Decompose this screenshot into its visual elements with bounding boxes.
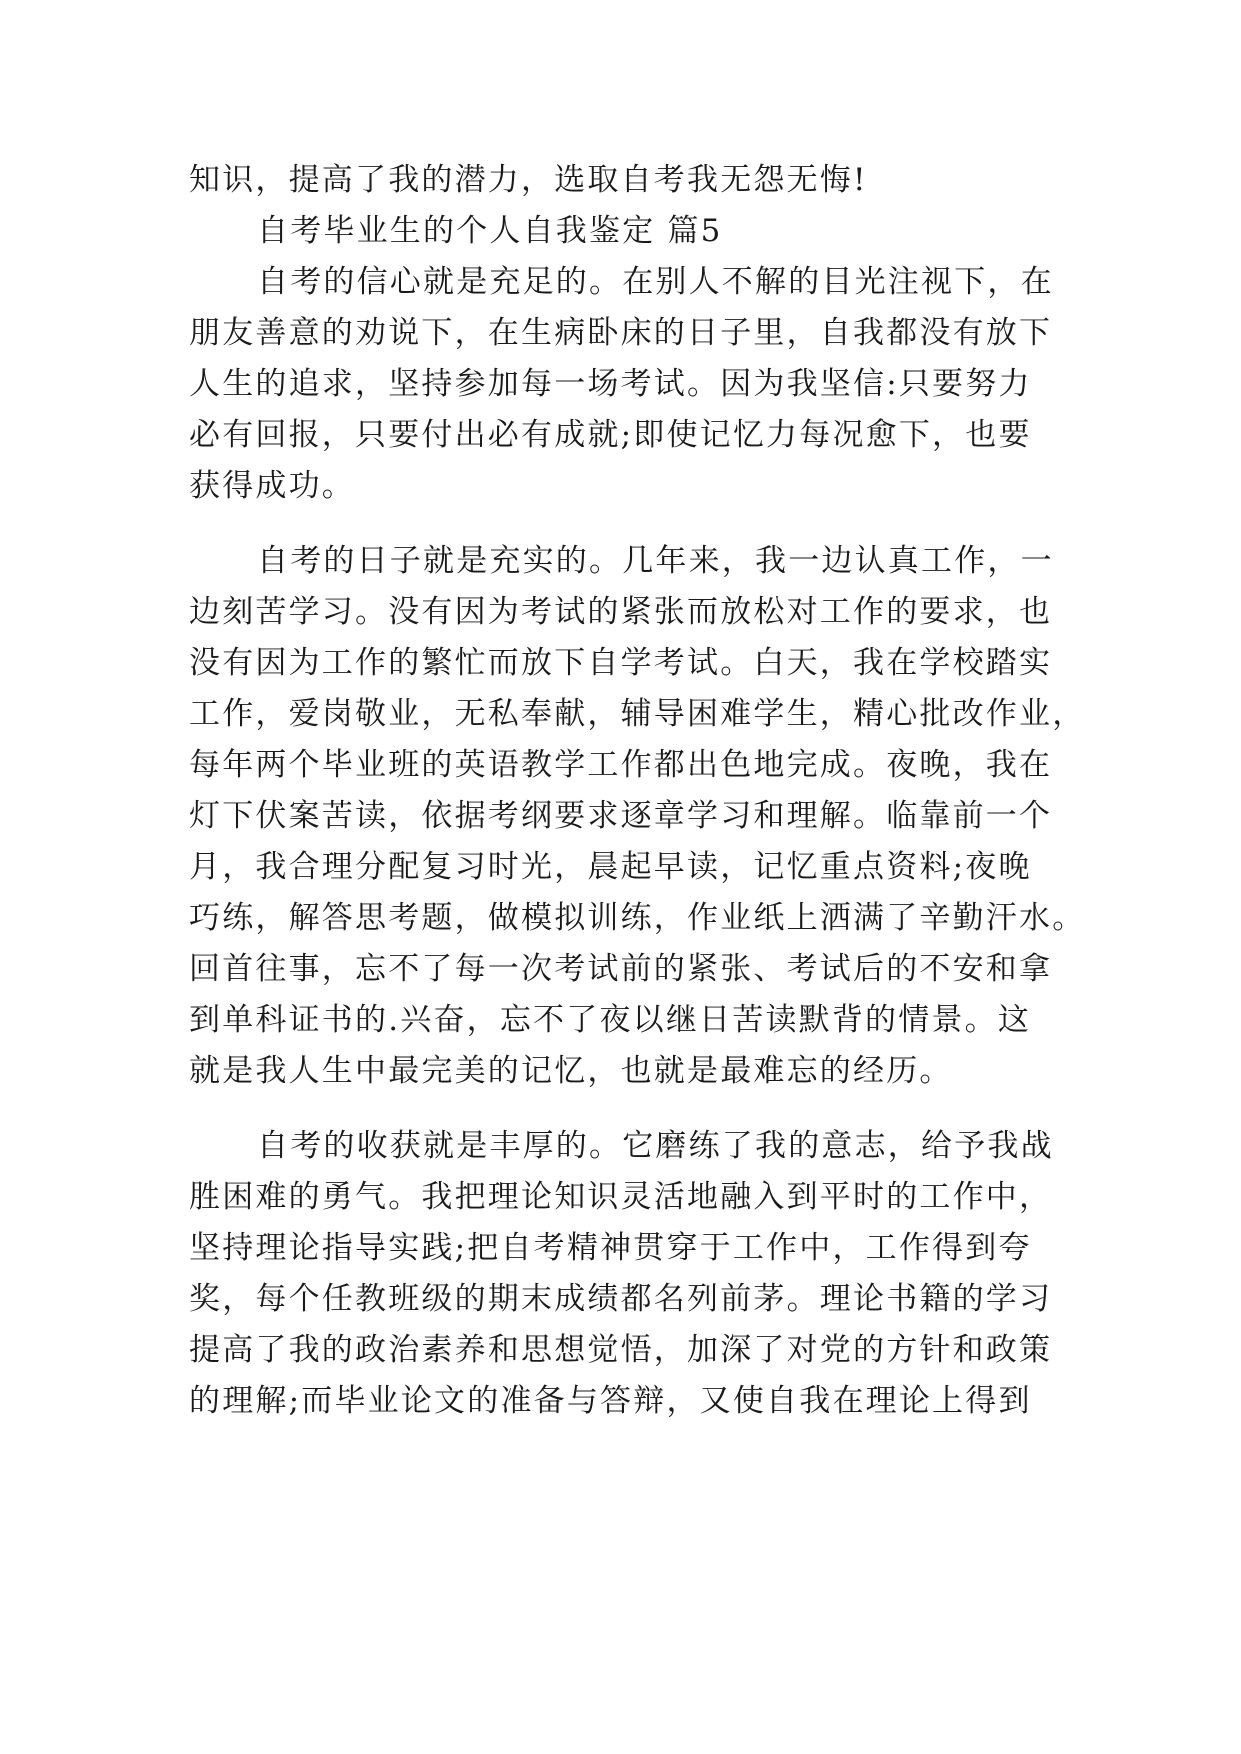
text-line: 工作，爱岗敬业，无私奉献，辅导困难学生，精心批改作业， xyxy=(189,696,1086,732)
text-line: 提高了我的政治素养和思想觉悟，加深了对党的方针和政策 xyxy=(189,1332,1053,1368)
text-line: 坚持理论指导实践;把自考精神贯穿于工作中，工作得到夸 xyxy=(189,1230,1032,1266)
text-line: 胜困难的勇气。我把理论知识灵活地融入到平时的工作中， xyxy=(189,1179,1053,1215)
text-line: 自考的日子就是充实的。几年来，我一边认真工作，一 xyxy=(257,543,1054,579)
text-line: 到单科证书的.兴奋，忘不了夜以继日苦读默背的情景。这 xyxy=(189,1002,1032,1038)
text-line: 必有回报，只要付出必有成就;即使记忆力每况愈下，也要 xyxy=(189,417,1032,453)
text-line: 自考的收获就是丰厚的。它磨练了我的意志，给予我战 xyxy=(257,1128,1054,1164)
text-line: 人生的追求，坚持参加每一场考试。因为我坚信:只要努力 xyxy=(189,366,1032,402)
document-body xyxy=(189,155,1086,1427)
text-line: 奖，每个任教班级的期末成绩都名列前茅。理论书籍的学习 xyxy=(189,1281,1053,1317)
text-line: 每年两个毕业班的英语教学工作都出色地完成。夜晚，我在 xyxy=(189,747,1053,783)
text-line: 自考的信心就是充足的。在别人不解的目光注视下，在 xyxy=(257,264,1054,300)
text-line: 回首往事，忘不了每一次考试前的紧张、考试后的不安和拿 xyxy=(189,951,1053,987)
text-line: 巧练，解答思考题，做模拟训练，作业纸上洒满了辛勤汗水。 xyxy=(189,900,1086,936)
text-line: 的理解;而毕业论文的准备与答辩，又使自我在理论上得到 xyxy=(189,1383,1032,1419)
section-heading: 自考毕业生的个人自我鉴定 篇5 xyxy=(257,213,723,249)
text-line: 边刻苦学习。没有因为考试的紧张而放松对工作的要求，也 xyxy=(189,594,1053,630)
text-line: 月，我合理分配复习时光，晨起早读，记忆重点资料;夜晚 xyxy=(189,849,1032,885)
text-line: 就是我人生中最完美的记忆，也就是最难忘的经历。 xyxy=(189,1053,953,1089)
text-line: 知识，提高了我的潜力，选取自考我无怨无悔! xyxy=(189,162,868,198)
text-line: 朋友善意的劝说下，在生病卧床的日子里，自我都没有放下 xyxy=(189,315,1053,351)
text-line: 灯下伏案苦读，依据考纲要求逐章学习和理解。临靠前一个 xyxy=(189,798,1053,834)
text-line: 获得成功。 xyxy=(189,468,355,504)
text-line: 没有因为工作的繁忙而放下自学考试。白天，我在学校踏实 xyxy=(189,645,1053,681)
